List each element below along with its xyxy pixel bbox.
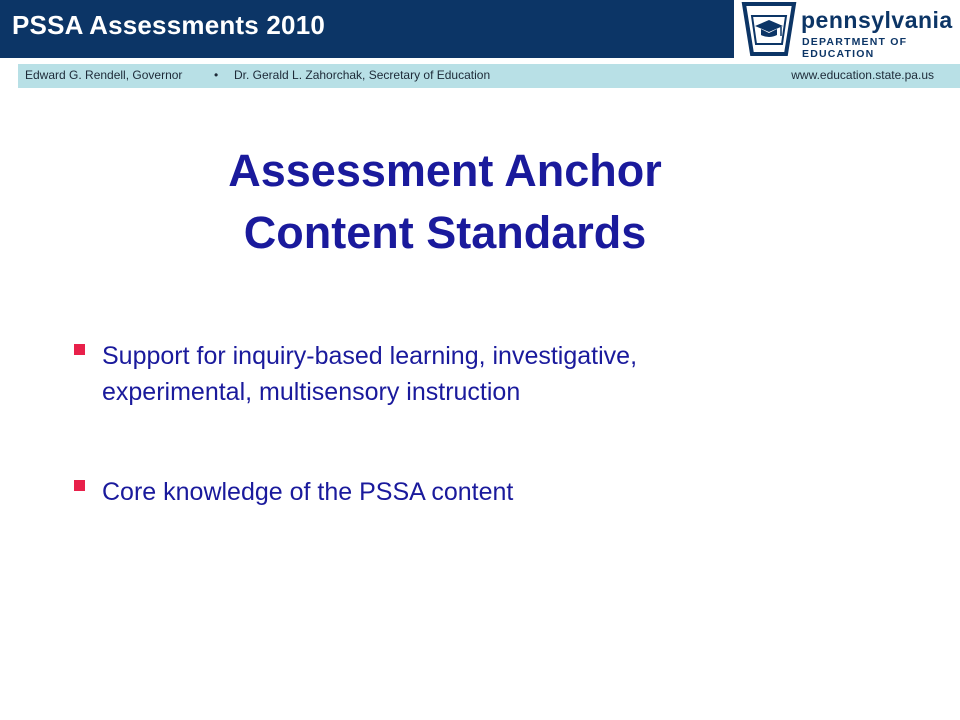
secretary-text: Dr. Gerald L. Zahorchak, Secretary of Education — [234, 68, 491, 82]
website-url: www.education.state.pa.us — [791, 68, 934, 82]
info-strip — [18, 64, 960, 88]
logo-subtitle: DEPARTMENT OF EDUCATION — [802, 36, 908, 60]
bullet-text — [102, 474, 842, 510]
square-bullet-icon — [74, 480, 85, 491]
slide-title-line-2: Content Standards — [243, 207, 647, 258]
header-band — [0, 0, 734, 58]
square-bullet-icon — [74, 344, 85, 355]
header-title: PSSA Assessments 2010 — [12, 10, 326, 40]
bullet-text — [102, 338, 842, 410]
pa-education-logo — [738, 0, 960, 58]
separator-dot: • — [214, 68, 219, 82]
keystone-graduation-cap-icon — [740, 2, 798, 56]
bullet-line: Support for inquiry-based learning, investigative, — [102, 342, 638, 370]
slide-title-line-1: Assessment Anchor — [228, 145, 662, 196]
slide-title — [0, 140, 890, 264]
governor-text: Edward G. Rendell, Governor — [25, 68, 183, 82]
bullet-line: experimental, multisensory instruction — [102, 378, 521, 406]
logo-wordmark: pennsylvania — [801, 7, 953, 33]
bullet-line: Core knowledge of the PSSA content — [102, 478, 514, 506]
